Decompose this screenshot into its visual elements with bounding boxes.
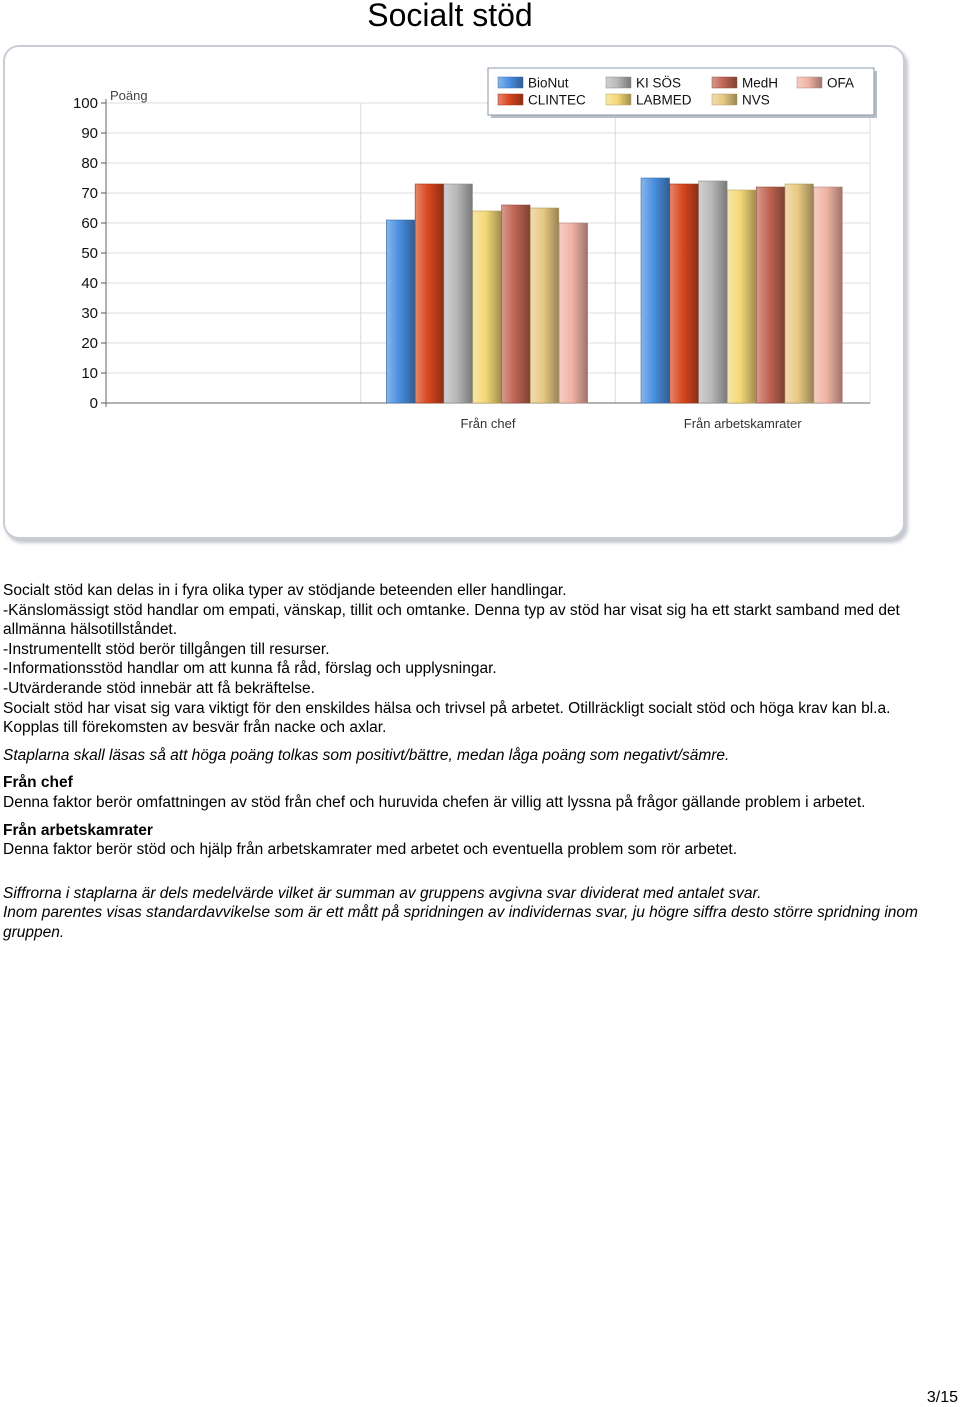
legend-label: KI SÖS: [636, 75, 682, 91]
bar-clintec-2: [670, 184, 699, 403]
legend-swatch: [498, 77, 523, 88]
y-tick-label: 30: [81, 305, 98, 322]
bar-labmed-2: [727, 190, 756, 403]
bar-ki-sös-1: [444, 184, 473, 403]
evaluative-support-paragraph: -Utvärderande stöd innebär att få bekräftelse.: [3, 679, 315, 697]
legend-label: OFA: [827, 75, 855, 91]
bar-ki-sös-2: [699, 181, 728, 403]
legend-swatch: [797, 77, 822, 88]
bar-ofa-1: [559, 223, 588, 403]
description-text: [3, 581, 943, 943]
chart-legend: [488, 68, 877, 118]
legend-swatch: [712, 77, 737, 88]
y-tick-label: 0: [89, 395, 98, 412]
emotional-support-paragraph: -Känslomässigt stöd handlar om empati, vänskap, tillit och omtanke. Denna typ av stöd har visat sig ha ett starkt samband med det allmänna hälsotillståndet.: [3, 601, 900, 639]
bar-bionut-1: [386, 220, 415, 403]
chef-description: Denna faktor berör omfattningen av stöd från chef och huruvida chefen är villig att lyssna på frågor gällande problem i arbetet.: [3, 793, 866, 811]
kamrat-description: Denna faktor berör stöd och hjälp från arbetskamrater med arbetet och eventuella problem som rör arbetet.: [3, 841, 738, 859]
bar-clintec-1: [415, 184, 444, 403]
legend-swatch: [606, 94, 631, 105]
page-number: 3/15: [926, 1389, 958, 1406]
information-support-paragraph: -Informationsstöd handlar om att kunna få råd, förslag och upplysningar.: [3, 660, 497, 678]
legend-swatch: [606, 77, 631, 88]
legend-label: NVS: [742, 92, 770, 108]
legend-label: LABMED: [636, 92, 692, 108]
instrumental-support-paragraph: -Instrumentellt stöd berör tillgången till resurser.: [3, 640, 330, 658]
kamrat-heading: Från arbetskamrater: [3, 821, 153, 839]
legend-swatch: [498, 94, 523, 105]
values-note-1: Siffrorna i staplarna är dels medelvärde vilket är summan av gruppens avgivna svar dividerat med antalet svar.: [3, 884, 762, 902]
intro-paragraph: Socialt stöd kan delas in i fyra olika typer av stödjande beteenden eller handlingar.: [3, 582, 567, 599]
bar-chart: [5, 47, 903, 537]
legend-label: MedH: [742, 75, 779, 91]
bar-medh-2: [756, 187, 785, 403]
bar-ofa-2: [814, 187, 843, 403]
y-tick-label: 70: [81, 185, 98, 202]
y-tick-label: 60: [81, 215, 98, 232]
bar-nvs-2: [785, 184, 814, 403]
page-title: Socialt stöd: [367, 0, 533, 33]
y-tick-label: 40: [81, 275, 98, 292]
scale-note: Staplarna skall läsas så att höga poäng tolkas som positivt/bättre, medan låga poäng som negativt/sämre.: [3, 746, 730, 764]
chart-bars: [386, 178, 842, 403]
chef-heading: Från chef: [3, 774, 73, 792]
bar-bionut-2: [641, 178, 670, 403]
x-category-label: Från chef: [460, 416, 516, 431]
y-tick-label: 80: [81, 155, 98, 172]
legend-label: BioNut: [528, 75, 569, 91]
bar-labmed-1: [473, 211, 502, 403]
y-axis-label: Poäng: [110, 88, 148, 103]
y-tick-label: 50: [81, 245, 98, 262]
x-category-label: Från arbetskamrater: [683, 416, 802, 431]
legend-swatch: [712, 94, 737, 105]
importance-paragraph: Socialt stöd har visat sig vara viktigt för den enskildes hälsa och trivsel på arbetet. Otillräckligt socialt stöd och höga krav kan bl.a. Kopplas till förekomsten av besvär från nacke och axlar.: [3, 699, 891, 737]
y-tick-label: 20: [81, 335, 98, 352]
y-tick-label: 10: [81, 365, 98, 382]
chart-panel: [3, 45, 905, 539]
bar-medh-1: [502, 205, 531, 403]
y-tick-label: 100: [72, 95, 98, 112]
y-tick-label: 90: [81, 125, 98, 142]
values-note-2: Inom parentes visas standardavvikelse som är ett mått på spridningen av individernas svar, ju högre siffra desto större spridning inom gruppen.: [3, 904, 918, 941]
legend-label: CLINTEC: [528, 92, 586, 108]
bar-nvs-1: [530, 208, 559, 403]
